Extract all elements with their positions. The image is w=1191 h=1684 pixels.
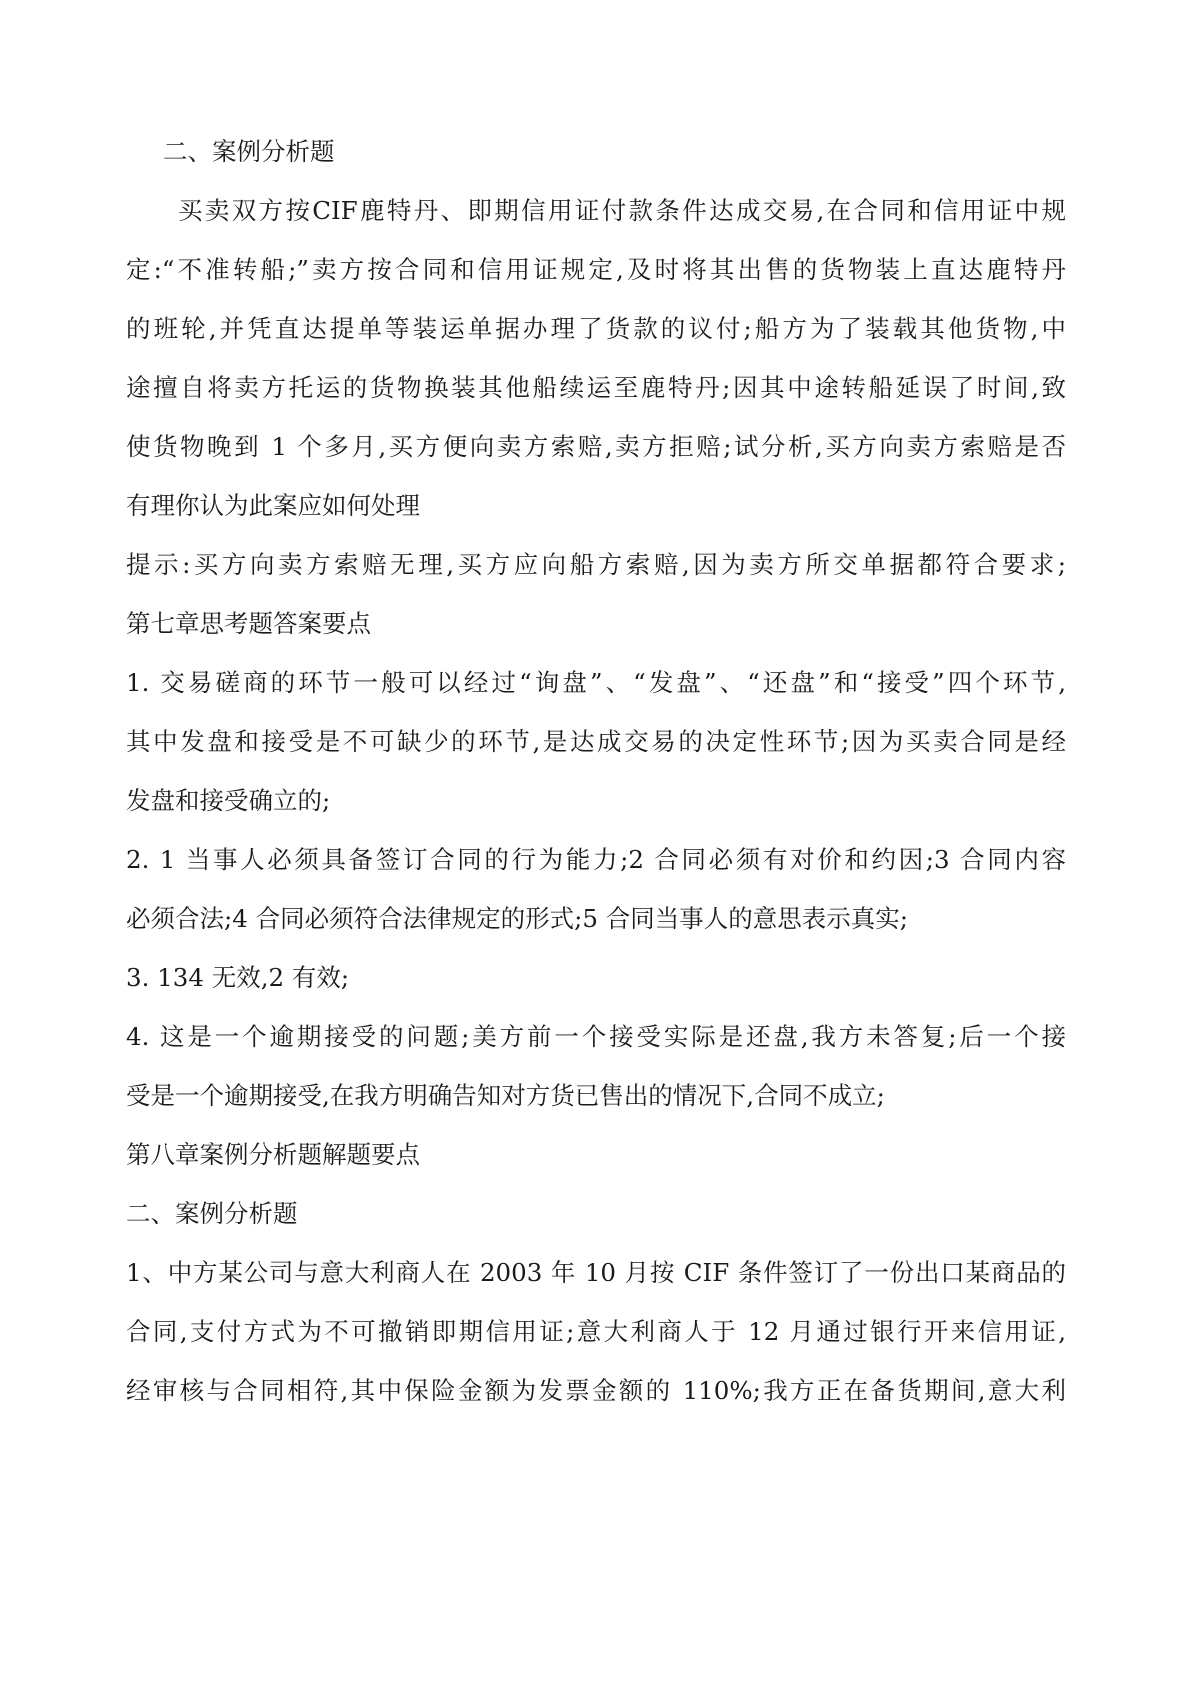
paragraph-line: 4. 这是一个逾期接受的问题;美方前一个接受实际是还盘,我方未答复;后一个接	[126, 1022, 1066, 1051]
paragraph-line: 买卖双方按CIF鹿特丹、即期信用证付款条件达成交易,在合同和信用证中规	[178, 196, 1066, 225]
case-paragraph	[126, 181, 1066, 535]
paragraph-line: 1. 交易磋商的环节一般可以经过“询盘”、“发盘”、“还盘”和“接受”四个环节,	[126, 668, 1066, 697]
paragraph-line: 2. 1 当事人必须具备签订合同的行为能力;2 合同必须有对价和约因;3 合同内容	[126, 845, 1066, 874]
chapter7-answer-1	[126, 653, 1066, 830]
hint-text: 提示:买方向卖方索赔无理,买方应向船方索赔,因为卖方所交单据都符合要求;	[126, 550, 1066, 579]
chapter8-title: 第八章案例分析题解题要点	[126, 1140, 420, 1169]
paragraph-line: 使货物晚到 1 个多月,买方便向卖方索赔,卖方拒赔;试分析,买方向卖方索赔是否	[126, 432, 1066, 461]
section-heading-case-analysis: 二、案例分析题	[163, 137, 335, 166]
document-body	[126, 122, 1066, 1420]
paragraph-line: 1、中方某公司与意大利商人在 2003 年 10 月按 CIF 条件签订了一份出口某商品的	[126, 1258, 1066, 1287]
paragraph-line: 定:“不准转船;”卖方按合同和信用证规定,及时将其出售的货物装上直达鹿特丹	[126, 255, 1066, 284]
chapter8-case-1	[126, 1243, 1066, 1420]
paragraph-line: 有理你认为此案应如何处理	[126, 491, 420, 520]
chapter7-answer-2	[126, 830, 1066, 948]
paragraph-line: 经审核与合同相符,其中保险金额为发票金额的 110%;我方正在备货期间,意大利	[126, 1376, 1066, 1405]
chapter8-subheading: 二、案例分析题	[126, 1199, 298, 1228]
paragraph-line: 的班轮,并凭直达提单等装运单据办理了货款的议付;船方为了装载其他货物,中	[126, 314, 1066, 343]
chapter7-answer-4	[126, 1007, 1066, 1125]
paragraph-line: 途擅自将卖方托运的货物换装其他船续运至鹿特丹;因其中途转船延误了时间,致	[126, 373, 1066, 402]
paragraph-line: 受是一个逾期接受,在我方明确告知对方货已售出的情况下,合同不成立;	[126, 1081, 885, 1110]
paragraph-line: 合同,支付方式为不可撤销即期信用证;意大利商人于 12 月通过银行开来信用证,	[126, 1317, 1066, 1346]
chapter7-title: 第七章思考题答案要点	[126, 609, 371, 638]
paragraph-line: 其中发盘和接受是不可缺少的环节,是达成交易的决定性环节;因为买卖合同是经	[126, 727, 1066, 756]
paragraph-line: 必须合法;4 合同必须符合法律规定的形式;5 合同当事人的意思表示真实;	[126, 904, 909, 933]
paragraph-line: 发盘和接受确立的;	[126, 786, 331, 815]
chapter7-answer-3: 3. 134 无效,2 有效;	[126, 963, 350, 992]
